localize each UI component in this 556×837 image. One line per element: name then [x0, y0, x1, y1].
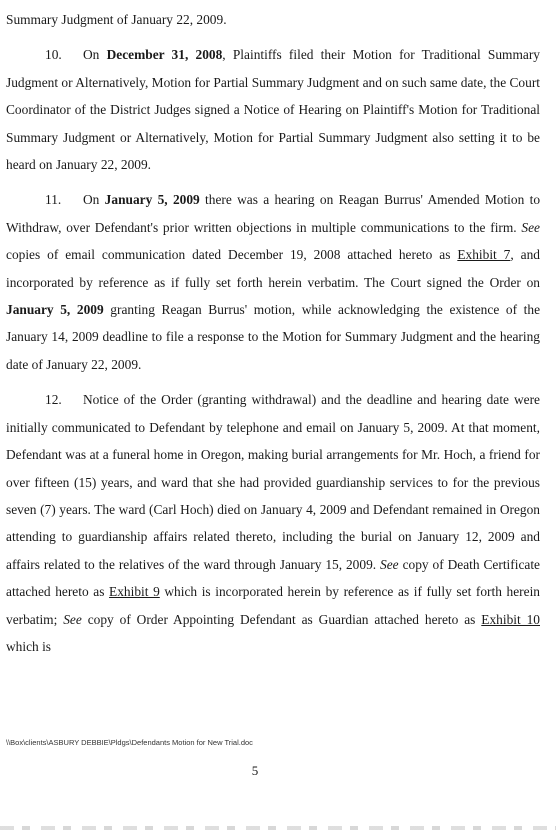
date-emphasis: December 31, 2008: [106, 47, 223, 63]
page-number: 5: [251, 763, 259, 778]
scan-edge-artifact: [0, 826, 556, 830]
paragraph-11: [6, 186, 540, 378]
paragraph-text: granting Reagan Burrus' motion, while acknowledging the existence of the January 14, 2009 deadline to file a response to the Motion for Summary Judgment and the hearing date of January 22, 2009.: [6, 302, 541, 372]
paragraph-text: copy of Death Certificate attached hereto as: [6, 556, 540, 600]
paragraph-number: 11.: [45, 192, 62, 208]
paragraph-text: On: [83, 47, 107, 63]
paragraph-text: copy of Order Appointing Defendant as Guardian attached hereto as: [81, 611, 482, 627]
footer-file-path: \\Box\clients\ASBURY DEBBIE\Pldgs\Defendants Motion for New Trial.doc: [6, 738, 253, 747]
citation-signal: See: [521, 219, 540, 235]
paragraph-text: , and incorporated by reference as if fully set forth herein verbatim. The Court signed the Order on: [6, 247, 540, 290]
paragraph-text: which is: [6, 638, 52, 654]
paragraph-12: [6, 386, 540, 660]
paragraph-text: copies of email communication dated December 19, 2008 attached hereto as: [6, 247, 458, 263]
paragraph-number: 10.: [45, 47, 62, 63]
document-body: [6, 6, 540, 660]
citation-signal: See: [63, 611, 82, 627]
paragraph-number: 12.: [45, 392, 62, 408]
paragraph-text: , Plaintiffs filed their Motion for Traditional Summary Judgment or Alternatively, Motion for Partial Summary Judgment and on such same date, the Court Coordinator of the District Judges signed a Notice of Hearing on Plaintiff's Motion for Traditional Summary Judgment or Alternatively, Motion for Partial Summary Judgment also setting it to be heard on January 22, 2009.: [6, 47, 540, 173]
date-emphasis: January 5, 2009: [6, 302, 104, 318]
paragraph-text: On: [83, 192, 105, 208]
citation-signal: See: [380, 556, 399, 572]
paragraph-text: there was a hearing on Reagan Burrus' Amended Motion to Withdraw, over Defendant's prior written objections in multiple communications to the firm.: [6, 192, 541, 235]
paragraph-10: [6, 41, 540, 178]
lead-line-text: Summary Judgment of January 22, 2009.: [6, 12, 227, 27]
date-emphasis: January 5, 2009: [104, 192, 200, 208]
exhibit-reference: Exhibit 10: [481, 611, 540, 627]
exhibit-reference: Exhibit 9: [109, 584, 160, 600]
exhibit-reference: Exhibit 7: [457, 247, 511, 263]
paragraph-text: Notice of the Order (granting withdrawal) and the deadline and hearing date were initially communicated to Defendant by telephone and email on January 5, 2009. At that moment, Defendant was at a funeral home in Oregon, making burial arrangements for Mr. Hoch, a friend for over fifteen (15) years, and ward that she had provided guardianship services to for the previous seven (7) years. The ward (Carl Hoch) died on January 4, 2009 and Defendant remained in Oregon attending to guardianship affairs related thereto, including the burial on January 12, 2009 and affairs related to the relatives of the ward through January 15, 2009.: [6, 392, 540, 572]
paragraph-text: which is incorporated herein by reference as if fully set forth herein verbatim;: [6, 584, 540, 627]
lead-line: [6, 6, 540, 33]
